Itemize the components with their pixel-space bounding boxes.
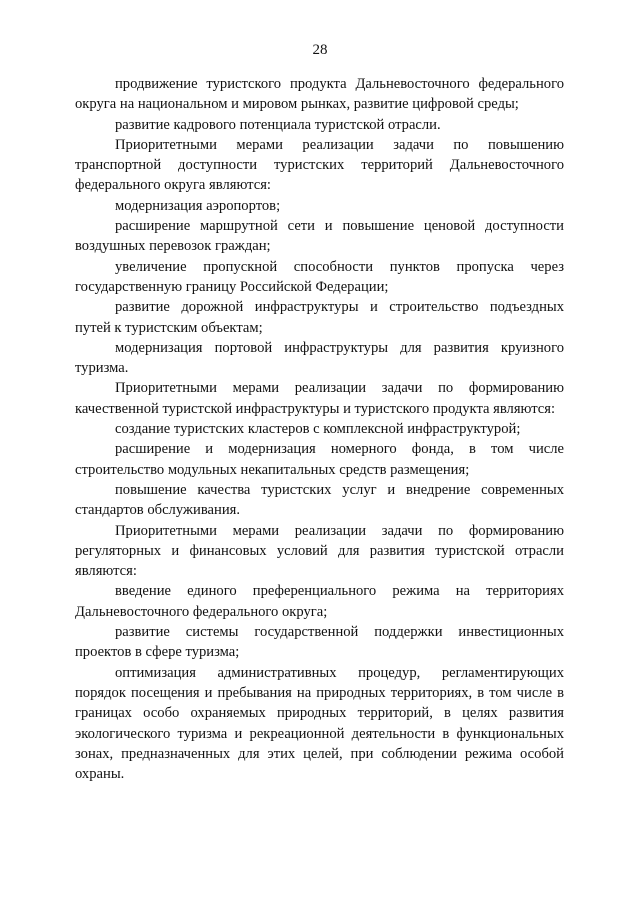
paragraph: расширение и модернизация номерного фонда, в том числе строительство модульных некапитальных средств размещения;: [75, 441, 564, 478]
paragraph: модернизация портовой инфраструктуры для развития круизного туризма.: [75, 339, 564, 377]
paragraph: модернизация аэропортов;: [115, 197, 281, 214]
paragraph: Приоритетными мерами реализации задачи по формированию качественной туристской инфраструктуры и туристского продукта являются:: [75, 380, 564, 417]
paragraph: повышение качества туристских услуг и внедрение современных стандартов обслуживания.: [75, 481, 564, 519]
paragraph: развитие кадрового потенциала туристской отрасли.: [115, 116, 441, 133]
paragraph: оптимизация административных процедур, регламентирующих порядок посещения и пребывания на природных территориях, в том числе в границах особо охраняемых природных территорий, в целях развития экологического туризма и рекреационной деятельности в функциональных зонах, предназначенных для этих целей, при соблюдении режима особой охраны.: [75, 664, 564, 783]
paragraph: увеличение пропускной способности пунктов пропуска через государственную границу Российской Федерации;: [75, 258, 564, 295]
paragraph: развитие системы государственной поддержки инвестиционных проектов в сфере туризма;: [75, 624, 564, 661]
paragraph: создание туристских кластеров с комплексной инфраструктурой;: [115, 421, 521, 438]
page-number: 28: [312, 42, 328, 58]
paragraph: введение единого преференциального режима на территориях Дальневосточного федерального округа;: [75, 583, 564, 620]
paragraph: Приоритетными мерами реализации задачи по формированию регуляторных и финансовых условий для развития туристской отрасли являются:: [75, 522, 564, 580]
paragraph: расширение маршрутной сети и повышение ценовой доступности воздушных перевозок граждан;: [75, 218, 564, 255]
paragraph: продвижение туристского продукта Дальневосточного федерального округа на национальном и мировом рынках, развитие цифровой среды;: [75, 76, 564, 113]
paragraph: развитие дорожной инфраструктуры и строительство подъездных путей к туристским объектам;: [75, 299, 564, 336]
document-body: [75, 74, 564, 784]
paragraph: Приоритетными мерами реализации задачи по повышению транспортной доступности туристских территорий Дальневосточного федерального округа являются:: [75, 136, 564, 194]
